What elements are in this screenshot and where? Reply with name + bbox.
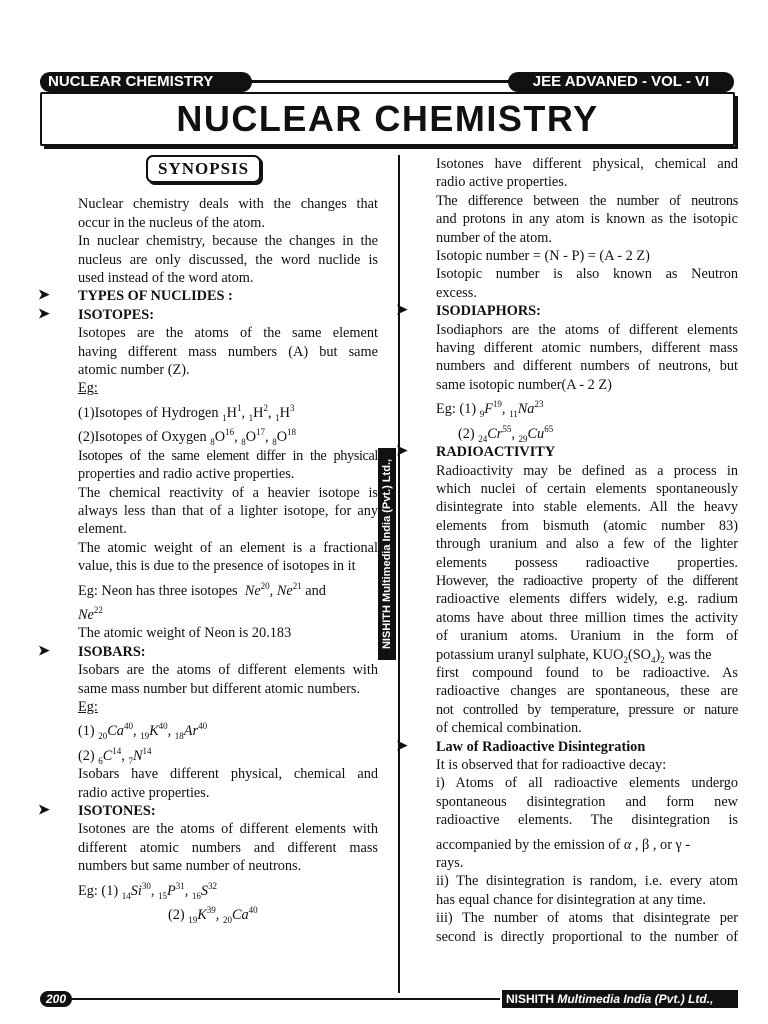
- isodiaphors-def: same isotopic number(A - 2 Z): [436, 376, 612, 393]
- arrow-bullet-icon: ➤: [396, 738, 408, 754]
- radioactivity-heading: [396, 443, 738, 461]
- radio-line: elements possess radioactive properties.: [436, 554, 738, 571]
- intro-line: occur in the nucleus of the atom.: [78, 214, 265, 231]
- arrow-bullet-icon: ➤: [396, 444, 408, 460]
- footer-brand-b: Multimedia India (Pvt.) Ltd.,: [557, 992, 714, 1006]
- eg-label: Eg:: [78, 380, 98, 397]
- neon-22: Ne$^{22}$: [78, 605, 103, 623]
- neon-eg-text: Eg: Neon has three isotopes: [78, 582, 238, 599]
- radio-line: Radioactivity may be defined as a process in: [436, 462, 738, 479]
- iso-props: properties and radio active properties.: [78, 466, 295, 483]
- side-brand-text: NISHITH Multimedia India (Pvt.) Ltd.,: [381, 458, 393, 650]
- law-i: i) Atoms of all radioactive elements undergo: [436, 775, 738, 792]
- iso-props: Isotopes of the same element differ in the physical: [78, 447, 378, 464]
- law-i: radioactive elements. The disintegration is: [436, 812, 738, 829]
- oxygen-isotopes: (2)Isotopes of Oxygen $_8O^{16}$, $_8O^{17}$, $_8O^{18}$: [78, 427, 297, 448]
- synopsis-label: SYNOPSIS: [146, 155, 261, 183]
- radio-line: which nuclei of certain elements spontaneously: [436, 480, 738, 497]
- law-iii: iii) The number of atoms that disintegrate per: [436, 910, 738, 927]
- header-right-tab: JEE ADVANED - VOL - VI: [508, 72, 734, 92]
- isodiaphors-def: having different atomic numbers, different mass: [436, 340, 738, 357]
- isobars-eg2: (2) $_6C^{14}$, $_7N^{14}$: [78, 746, 152, 766]
- isotones-eg-text: Eg: (1): [78, 882, 119, 899]
- oxygen-label: (2)Isotopes of Oxygen: [78, 429, 207, 446]
- isotopes-def: atomic number (Z).: [78, 362, 190, 379]
- isobars-note: radio active properties.: [78, 784, 210, 801]
- isotones-def: numbers but same number of neutrons.: [78, 858, 302, 875]
- law-i: spontaneous disintegration and form new: [436, 793, 738, 810]
- isotones-heading: [38, 802, 378, 820]
- isobars-note: Isobars have different physical, chemical and: [78, 766, 378, 783]
- isotopic-diff: number of the atom.: [436, 229, 552, 246]
- isotopes-heading: [38, 306, 378, 324]
- accompanied-text: accompanied by the emission of: [436, 836, 621, 853]
- law-intro: It is observed that for radioactive decay:: [436, 757, 667, 773]
- intro-line: In nuclear chemistry, because the changes in the: [78, 233, 378, 250]
- iso-react: element.: [78, 521, 127, 538]
- eg1-text: Eg: (1): [436, 401, 477, 418]
- isotopic-diff: The difference between the number of neutrons: [436, 192, 738, 209]
- radio-line: not controlled by temperature, pressure or nature: [436, 701, 738, 718]
- law-heading-text: Law of Radioactive Disintegration: [436, 738, 646, 755]
- footer-brand-a: NISHITH: [506, 992, 554, 1006]
- radio-line: radioactive changes are spontaneous, these are: [436, 683, 738, 700]
- law-heading: [396, 738, 738, 756]
- isotopes-def: Isotopes are the atoms of the same element: [78, 325, 378, 342]
- intro-line: used instead of the word atom.: [78, 270, 254, 287]
- isodiaphors-heading: [396, 302, 738, 320]
- eg-label: Eg:: [78, 698, 98, 715]
- isodiaphors-heading-text: ISODIAPHORS:: [436, 303, 541, 320]
- potassium-text: potassium uranyl sulphate,: [436, 646, 589, 663]
- column-divider: [398, 155, 400, 993]
- potassium-line: potassium uranyl sulphate, $KUO_2(SO_4)_2$ was the: [436, 646, 712, 665]
- isotones-def: different atomic numbers and different mass: [78, 839, 378, 856]
- isodiaphors-def: numbers and different numbers of neutrons, but: [436, 358, 738, 375]
- intro-line: nucleus are only discussed, the word nuclide is: [78, 251, 378, 268]
- arrow-bullet-icon: ➤: [38, 643, 50, 659]
- isodiaphors-eg2: (2) $_{24}Cr^{55}$, $_{29}Cu^{65}$: [458, 423, 554, 444]
- isodiaphors-eg1: Eg: (1) $_9F^{19}$, $_{11}Na^{23}$: [436, 399, 544, 420]
- isotopes-heading-text: ISOTOPES:: [78, 306, 155, 323]
- isotopes-def: having different mass numbers (A) but same: [78, 343, 378, 360]
- rays-line: rays.: [436, 855, 464, 872]
- hydrogen-isotopes: (1)Isotopes of Hydrogen $_1H^1$, $_1H^2$, $_1H^3$: [78, 403, 295, 423]
- isotones-cont: Isotones have different physical, chemical and: [436, 156, 738, 172]
- footer-rule: [60, 998, 500, 1000]
- isotones-eg1: Eg: (1) $_{14}Si^{30}$, $_{15}P^{31}$, $_{16}S^{32}$: [78, 880, 218, 901]
- radioactivity-heading-text: RADIOACTIVITY: [436, 444, 556, 461]
- iso-react: always less than that of a lighter isotope, for any: [78, 502, 378, 519]
- header-left-tab: NUCLEAR CHEMISTRY: [40, 72, 252, 92]
- types-heading-text: TYPES OF NUCLIDES :: [78, 288, 233, 305]
- iso-react: The chemical reactivity of a heavier isotope is: [78, 484, 378, 501]
- hydrogen-label: (1)Isotopes of Hydrogen: [78, 404, 219, 421]
- isobars-heading-text: ISOBARS:: [78, 643, 146, 660]
- neutron-excess: excess.: [436, 284, 477, 301]
- isotones-heading-text: ISOTONES:: [78, 803, 156, 819]
- eg2-text: (2): [458, 425, 475, 442]
- isotones-def: Isotones are the atoms of different elements with: [78, 821, 378, 838]
- isodiaphors-def: Isodiaphors are the atoms of different elements: [436, 321, 738, 338]
- arrow-bullet-icon: ➤: [38, 306, 50, 322]
- isobars-def: same mass number but different atomic numbers.: [78, 680, 361, 697]
- emission-line: accompanied by the emission of α , β , or γ -: [436, 836, 691, 853]
- side-brand-bar: [378, 448, 396, 660]
- iso-weight: The atomic weight of an element is a fractional: [78, 539, 378, 556]
- neon-example: Eg: Neon has three isotopes Ne$^{20}$, Ne$^{21}$ and: [78, 580, 326, 599]
- radio-line: elements from bismuth (atomic number 83): [436, 517, 738, 534]
- intro-line: Nuclear chemistry deals with the changes that: [78, 196, 378, 213]
- isobars-def: Isobars are the atoms of different elements with: [78, 662, 378, 679]
- isobars-eg1: (1) $_{20}Ca^{40}$, $_{19}K^{40}$, $_{18}Ar^{40}$: [78, 721, 208, 742]
- isotones-eg2: (2) $_{19}K^{39}$, $_{20}Ca^{40}$: [168, 905, 258, 925]
- left-column: [38, 155, 378, 925]
- page-title-box: [40, 92, 735, 146]
- arrow-bullet-icon: ➤: [38, 288, 50, 304]
- law-iii: second is directly proportional to the number of: [436, 928, 738, 945]
- isotopic-diff: and protons in any atom is known as the isotopic: [436, 211, 738, 228]
- arrow-bullet-icon: ➤: [38, 803, 50, 818]
- page-number: 200: [40, 991, 72, 1007]
- isobars-heading: [38, 643, 378, 661]
- footer-brand: [502, 990, 738, 1008]
- radio-line: radioactive elements differs widely, e.g. radium: [436, 591, 738, 608]
- law-ii: ii) The disintegration is random, i.e. every atom: [436, 873, 738, 890]
- neon-weight: The atomic weight of Neon is 20.183: [78, 625, 292, 642]
- neutron-excess: Isotopic number is also known as Neutron: [436, 266, 738, 283]
- page-title: NUCLEAR CHEMISTRY: [176, 98, 599, 139]
- radio-line: of uranium atoms. Uranium in the form of: [436, 628, 738, 645]
- radio-line: disintegrate into stable elements. All the heavy: [436, 499, 738, 516]
- arrow-bullet-icon: ➤: [396, 303, 408, 319]
- radio-line: first compound found to be radioactive. As: [436, 664, 738, 681]
- types-heading: [38, 287, 378, 305]
- radio-line: atoms have about three million times the activity: [436, 609, 738, 626]
- right-column: [396, 155, 738, 946]
- iso-weight: value, this is due to the presence of isotopes in it: [78, 558, 356, 575]
- isotopic-number: Isotopic number = (N - P) = (A - 2 Z): [436, 248, 650, 265]
- law-ii: has equal chance for disintegration at any time.: [436, 891, 706, 908]
- radio-line: However, the radioactive property of the different: [436, 572, 738, 589]
- radio-line: of chemical combination.: [436, 720, 582, 737]
- isotones-cont: radio active properties.: [436, 174, 568, 191]
- radio-line: through uranium and also a few of the lighter: [436, 536, 738, 553]
